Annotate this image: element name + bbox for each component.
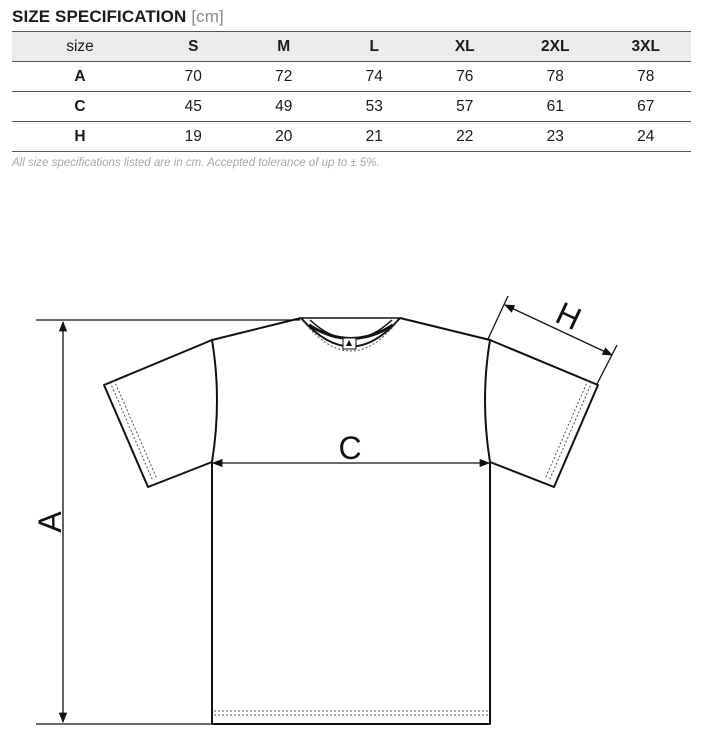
table-cell: 45 bbox=[148, 92, 239, 122]
label-h: H bbox=[550, 294, 587, 338]
table-cell: 53 bbox=[329, 92, 420, 122]
tshirt-body bbox=[212, 318, 490, 724]
column-header: 3XL bbox=[601, 32, 692, 62]
column-header: S bbox=[148, 32, 239, 62]
title-unit: [cm] bbox=[191, 7, 224, 26]
table-cell: 20 bbox=[239, 122, 330, 152]
stitch-lines bbox=[110, 322, 592, 715]
table-cell: 21 bbox=[329, 122, 420, 152]
tshirt-outline bbox=[104, 318, 598, 724]
dimension-a bbox=[36, 320, 300, 724]
table-cell: 72 bbox=[239, 62, 330, 92]
column-header: M bbox=[239, 32, 330, 62]
table-cell: 49 bbox=[239, 92, 330, 122]
label-a: A bbox=[32, 511, 68, 533]
left-sleeve bbox=[104, 340, 212, 487]
column-header: 2XL bbox=[510, 32, 601, 62]
neck-label-icon bbox=[343, 338, 356, 349]
row-label: C bbox=[12, 92, 148, 122]
label-c: C bbox=[338, 430, 362, 466]
table-cell: 67 bbox=[601, 92, 692, 122]
table-cell: 70 bbox=[148, 62, 239, 92]
row-label: H bbox=[12, 122, 148, 152]
tolerance-note: All size specifications listed are in cm. Accepted tolerance of up to ± 5%. bbox=[12, 157, 380, 169]
table-cell: 24 bbox=[601, 122, 692, 152]
column-header: XL bbox=[420, 32, 511, 62]
row-label: A bbox=[12, 62, 148, 92]
table-cell: 74 bbox=[329, 62, 420, 92]
table-cell: 78 bbox=[601, 62, 692, 92]
dimension-h bbox=[488, 296, 617, 384]
table-cell: 22 bbox=[420, 122, 511, 152]
table-cell: 57 bbox=[420, 92, 511, 122]
title-text: SIZE SPECIFICATION bbox=[12, 7, 187, 26]
table-cell: 78 bbox=[510, 62, 601, 92]
column-header: L bbox=[329, 32, 420, 62]
table-cell: 23 bbox=[510, 122, 601, 152]
right-sleeve bbox=[490, 340, 598, 487]
table-cell: 19 bbox=[148, 122, 239, 152]
column-header-size: size bbox=[12, 32, 148, 62]
table-cell: 61 bbox=[510, 92, 601, 122]
table-cell: 76 bbox=[420, 62, 511, 92]
